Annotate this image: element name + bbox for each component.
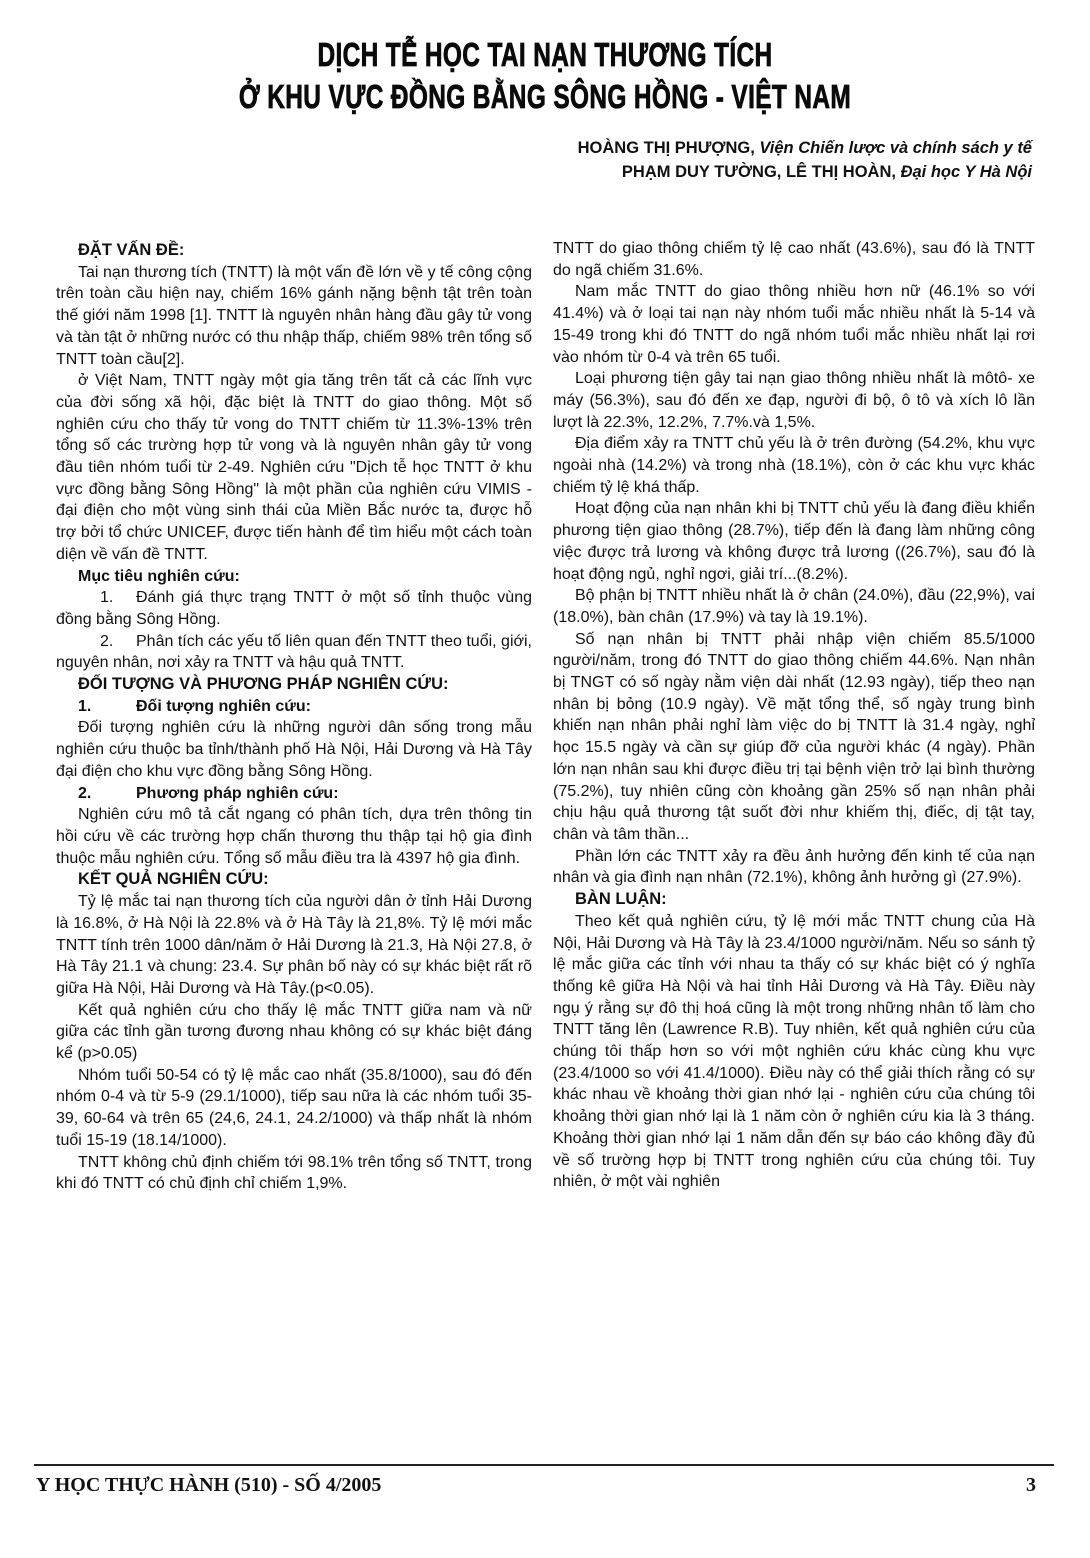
author-names: HOÀNG THỊ PHƯỢNG, bbox=[577, 139, 755, 157]
paragraph: Theo kết quả nghiên cứu, tỷ lệ mới mắc TNTT chung của Hà Nội, Hải Dương và Hà Tây là 23.4/1000 người/năm. Nếu so sánh tỷ lệ mắc giữa các tỉnh với nhau ta thấy có sự khác biệt có ý nghĩa thống kê giữa Hà Nội và hai tỉnh Hải Dương và Hà Tây. Điều này ngụ ý rằng sự đô thị hoá cũng là một trong những nhân tố làm cho TNTT tăng lên (Lawrence R.B). Tuy nhiên, kết quả nghiên cứu của chúng tôi thấp hơn so với một nghiên cứu khác cùng khu vực (23.4/1000 so với 41.4/1000). Điều này có thể giải thích rằng có sự khác nhau về khoảng thời gian nhớ lại - nghiên cứu của chúng tôi khoảng thời gian nhớ lại là 1 năm còn ở nghiên cứu kia là 3 tháng. Khoảng thời gian nhớ lại 1 năm dẫn đến sự báo cáo không đầy đủ về số trường hợp bị TNTT trong nghiên cứu của chúng tôi. Tuy nhiên, ở một vài nghiên bbox=[553, 912, 1035, 1191]
paragraph: Tỷ lệ mắc tai nạn thương tích của người dân ở tỉnh Hải Dương là 16.8%, ở Hà Nội là 22.8% và ở Hà Tây là 21,8%. Tỷ lệ mới mắc TNTT tính trên 1000 dân/năm ở Hải Dương là 21.3, Hà Nội 27.8, ở Hà Tây 21.1 và chung: 23.4. Sự phân bố này có sự khác biệt rất rõ giữa Hà Nội, Hải Dương và Hà Tây.(p<0.05). bbox=[56, 893, 532, 997]
section-heading-introduction: ĐẶT VẤN ĐỀ: bbox=[78, 241, 185, 259]
paragraph: Kết quả nghiên cứu cho thấy lệ mắc TNTT giữa nam và nữ giữa các tỉnh gần tương đương nhau không có sự khác biệt đáng kể (p>0.05) bbox=[56, 1001, 532, 1063]
list-number: 2. bbox=[78, 784, 92, 802]
subheading-method bbox=[56, 783, 532, 805]
paragraph: Loại phương tiện gây tai nạn giao thông nhiều nhất là môtô- xe máy (56.3%), sau đó đến xe đạp, người đi bộ, ô tô và xích lô lần lượt là 22.3%, 12.2%, 7.7%.và 1,5%. bbox=[553, 370, 1035, 431]
page-number: 3 bbox=[1026, 1474, 1036, 1496]
author-affiliation: Viện Chiến lược và chính sách y tế bbox=[759, 139, 1032, 157]
author-line bbox=[578, 160, 1032, 184]
paragraph: TNTT do giao thông chiếm tỷ lệ cao nhất (43.6%), sau đó là TNTT do ngã chiếm 31.6%. bbox=[553, 240, 1035, 279]
paragraph: Địa điểm xảy ra TNTT chủ yếu là ở trên đường (54.2%, khu vực ngoài nhà (14.2%) và trong nhà (18.1%), còn ở các khu vực khác chiếm tỷ lệ khá thấp. bbox=[553, 435, 1035, 496]
objective-text: Đánh giá thực trạng TNTT ở một số tỉnh thuộc vùng đồng bằng Sông Hồng. bbox=[56, 589, 532, 628]
objective-item bbox=[56, 631, 532, 674]
section-heading-methods: ĐỐI TƯỢNG VÀ PHƯƠNG PHÁP NGHIÊN CỨU: bbox=[78, 675, 449, 694]
journal-footer: Y HỌC THỰC HÀNH (510) - SỐ 4/2005 bbox=[36, 1474, 382, 1496]
author-line bbox=[578, 136, 1032, 160]
paragraph: Bộ phận bị TNTT nhiều nhất là ở chân (24.0%), đầu (22,9%), vai (18.0%), bàn chân (17.9%) và tay là 19.1%). bbox=[553, 587, 1035, 626]
list-number: 1. bbox=[78, 697, 92, 715]
paragraph: ở Việt Nam, TNTT ngày một gia tăng trên tất cả các lĩnh vực của đời sống xã hội, đặc biệt là TNTT do giao thông. Một số nghiên cứu cho thấy tử vong do TNTT chiếm từ 11.3%-13% trên tổng số các trường hợp tử vong và là nguyên nhân gây tử vong đầu tiên nhóm tuổi từ 2-49. Nghiên cứu "Dịch tễ học TNTT ở khu vực đồng bằng Sông Hồng" là một phần của nghiên cứu VIMIS - đại điện cho một vùng sinh thái của Miền Bắc nước ta, được hỗ trợ bởi tổ chức UNICEF, được tiến hành để tìm hiểu một cách toàn diện về vấn đề TNTT. bbox=[56, 372, 532, 563]
article-title bbox=[0, 34, 1090, 118]
paragraph: Nhóm tuổi 50-54 có tỷ lệ mắc cao nhất (35.8/1000), sau đó đến nhóm 0-4 và từ 5-9 (29.1/1000), tiếp sau nữa là các nhóm tuổi 35-39, 60-64 và trên 65 (24,6, 24.1, 24.2/1000) và thấp nhất là nhóm tuổi 15-19 (18.14/1000). bbox=[56, 1066, 532, 1149]
paragraph: Nghiên cứu mô tả cắt ngang có phân tích, dựa trên thông tin hồi cứu về các trường hợp chấn thương thu thập tại hộ gia đình thuộc mẫu nghiên cứu. Tổng số mẫu điều tra là 4397 hộ gia đình. bbox=[56, 806, 532, 867]
authors-block bbox=[578, 136, 1032, 184]
paragraph: Số nạn nhân bị TNTT phải nhập viện chiếm 85.5/1000 người/năm, trong đó TNTT do giao thông chiếm 44.6%. Nạn nhân bị TNGT có số ngày nằm viện dài nhất (12.93 ngày), tiếp theo nạn nhân bị bỏng (10.9 ngày). Về mặt tổng thể, số ngày trung bình khiến nạn nhân phải nghỉ làm việc do bị TNTT là 31.4 ngày, nghỉ học 15.5 ngày và cần sự giúp đỡ của người khác (4 ngày). Phần lớn nạn nhân sau khi được điều trị tại bệnh viện trở lại bình thường (75.2%), tuy nhiên cũng còn khoảng gần 25% số nạn nhân phải chịu hậu quả thương tật suốt đời như khiếm thị, điếc, dị tật tay, chân và tâm thần... bbox=[553, 630, 1035, 843]
author-names: PHẠM DUY TƯỜNG, LÊ THỊ HOÀN, bbox=[621, 163, 896, 181]
subheading-objectives: Mục tiêu nghiên cứu: bbox=[78, 567, 240, 585]
right-column bbox=[553, 238, 1035, 1193]
objective-text: Phân tích các yếu tố liên quan đến TNTT theo tuổi, giới, nguyên nhân, nơi xảy ra TNTT và hậu quả TNTT. bbox=[56, 632, 532, 672]
subheading-subjects bbox=[56, 696, 532, 718]
objective-item bbox=[56, 587, 532, 630]
list-number: 1. bbox=[100, 589, 114, 607]
left-column bbox=[56, 240, 532, 1195]
subheading-text: Phương pháp nghiên cứu: bbox=[136, 784, 339, 802]
paragraph: TNTT không chủ định chiếm tới 98.1% trên tổng số TNTT, trong khi đó TNTT có chủ định chỉ chiếm 1,9%. bbox=[56, 1153, 532, 1193]
section-heading-results: KẾT QUẢ NGHIÊN CỨU: bbox=[78, 870, 269, 889]
list-number: 2. bbox=[100, 632, 114, 650]
paragraph: Tai nạn thương tích (TNTT) là một vấn đề lớn về y tế công cộng trên toàn cầu hiện nay, chiếm 16% gánh nặng bệnh tật trên toàn thế giới năm 1998 [1]. TNTT là nguyên nhân hàng đầu gây tử vong và tàn tật ở những nước có thu nhập thấp, chiếm 98% trên tổng số TNTT toàn cầu[2]. bbox=[56, 263, 532, 368]
subheading-text: Đối tượng nghiên cứu: bbox=[136, 697, 311, 715]
paragraph: Nam mắc TNTT do giao thông nhiều hơn nữ (46.1% so với 41.4%) và ở loại tai nạn này nhóm tuổi mắc nhiều nhất là 5-14 và 15-49 trong khi đó TNTT do ngã nhóm tuổi mắc nhiều nhất lại rơi vào nhóm từ 0-4 và trên 65 tuổi. bbox=[553, 283, 1035, 366]
section-heading-discussion: BÀN LUẬN: bbox=[575, 890, 667, 909]
paragraph: Đối tượng nghiên cứu là những người dân sống trong mẫu nghiên cứu thuộc ba tỉnh/thành phố Hà Nội, Hải Dương và Hà Tây đại điện cho khu vực đồng bằng Sông Hồng. bbox=[56, 719, 532, 780]
author-affiliation: Đại học Y Hà Nội bbox=[900, 163, 1032, 181]
title-line-2: Ở KHU VỰC ĐỒNG BẰNG SÔNG HỒNG - VIỆT NAM bbox=[238, 78, 852, 115]
footer-divider bbox=[34, 1464, 1054, 1466]
title-line-1: DỊCH TỄ HỌC TAI NẠN THƯƠNG TÍCH bbox=[317, 36, 773, 73]
paragraph: Phần lớn các TNTT xảy ra đều ảnh hưởng đến kinh tế của nạn nhân và gia đình nạn nhân (72.1%), không ảnh hưởng gì (27.9%). bbox=[553, 847, 1035, 887]
paragraph: Hoạt động của nạn nhân khi bị TNTT chủ yếu là đang điều khiển phương tiện giao thông (28.7%), tiếp đến là đang làm những công việc được trả lương và không được trả lương ((26.7%), sau đó là hoạt động ngủ, nghỉ ngơi, giải trí...(8.2%). bbox=[553, 500, 1035, 583]
